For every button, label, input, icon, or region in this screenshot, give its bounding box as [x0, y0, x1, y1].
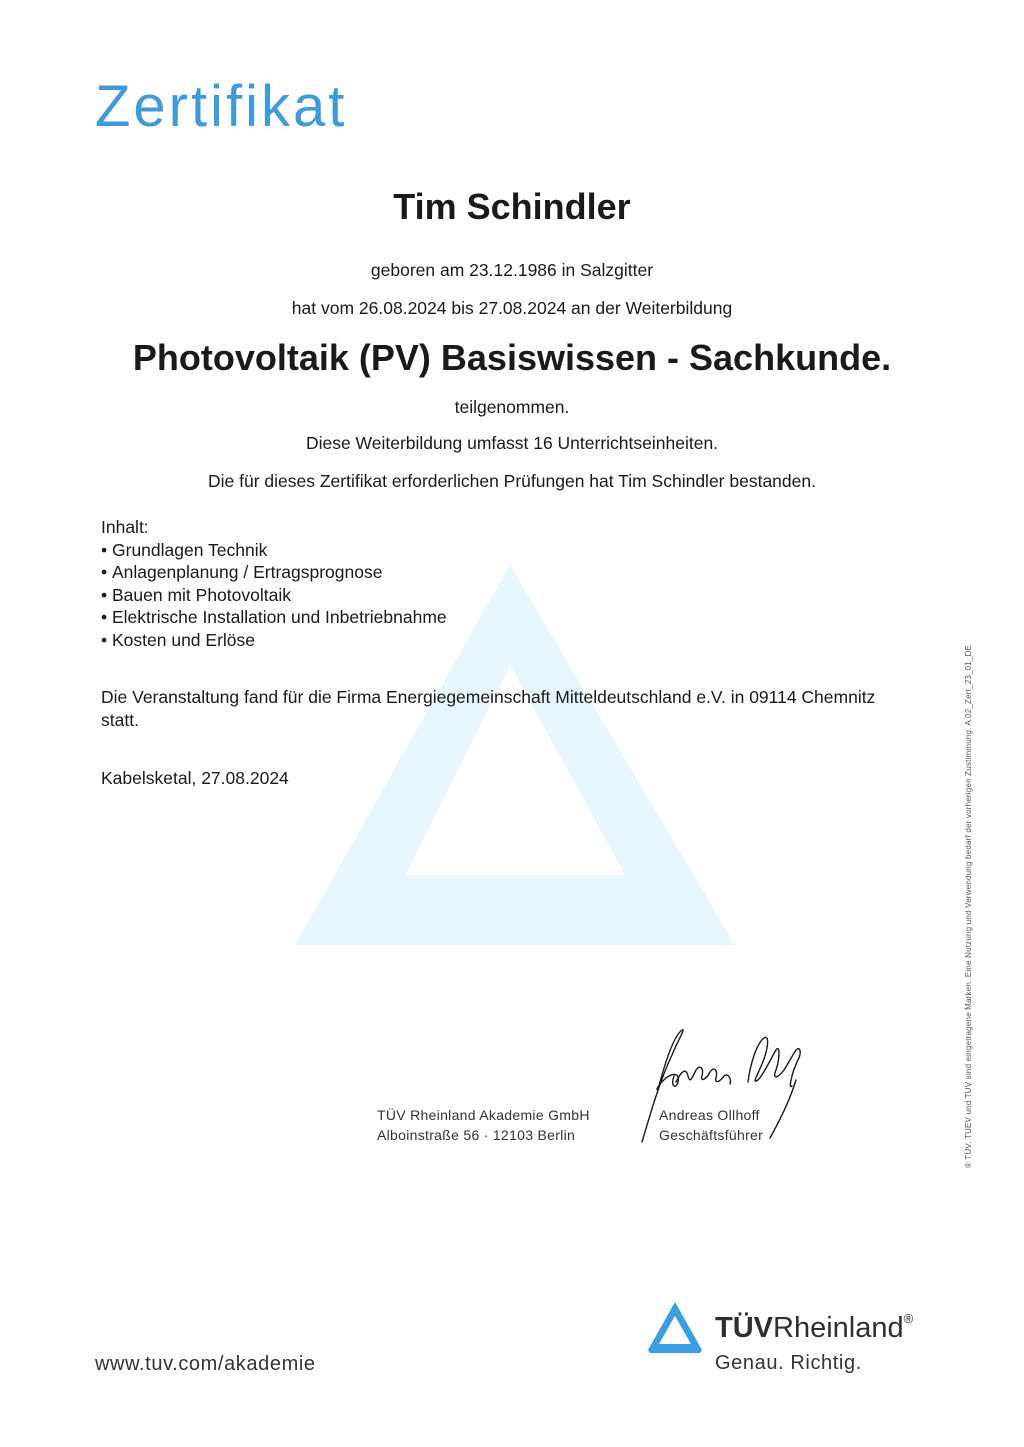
brand-tuv: TÜV: [715, 1312, 773, 1344]
signer-name: Andreas Ollhoff: [659, 1107, 760, 1123]
birth-info: geboren am 23.12.1986 in Salzgitter: [370, 260, 654, 280]
signer-block: [659, 1105, 763, 1145]
course-title: Photovoltaik (PV) Basiswissen - Sachkunde.: [132, 337, 892, 378]
content-item: • Kosten und Erlöse: [101, 629, 447, 652]
event-location: Die Veranstaltung fand für die Firma Energiegemeinschaft Mitteldeutschland e.V. in 09114 Chemnitz statt.: [101, 687, 876, 730]
participated-text: teilgenommen.: [454, 397, 570, 417]
certificate-title: Zertifikat: [95, 74, 348, 139]
teaching-units: Diese Weiterbildung umfasst 16 Unterrichtseinheiten.: [305, 433, 719, 453]
place-and-date: Kabelsketal, 27.08.2024: [101, 768, 289, 788]
tuv-rheinland-logo: [715, 1311, 914, 1344]
exam-passed: Die für dieses Zertifikat erforderlichen Prüfungen hat Tim Schindler bestanden.: [208, 471, 816, 491]
issuer-name: TÜV Rheinland Akademie GmbH: [377, 1107, 590, 1123]
website-url[interactable]: www.tuv.com/akademie: [95, 1353, 316, 1375]
brand-rheinland: Rheinland: [773, 1312, 904, 1344]
content-item: • Elektrische Installation und Inbetriebnahme: [101, 606, 447, 629]
registered-mark: ®: [903, 1311, 914, 1326]
content-heading: Inhalt:: [101, 517, 149, 537]
content-list: [101, 539, 447, 652]
issuer-organization: [377, 1105, 590, 1145]
recipient-name: Tim Schindler: [393, 186, 631, 227]
signer-role: Geschäftsführer: [659, 1127, 764, 1143]
content-item: • Anlagenplanung / Ertragsprognose: [101, 561, 447, 584]
content-item: • Bauen mit Photovoltaik: [101, 584, 447, 607]
trademark-note: ® TÜV, TUEV und TUV sind eingetragene Marken. Eine Nutzung und Verwendung bedarf der vorherigen Zustimmung. A 02_Zert_23_01_DE: [964, 644, 973, 1168]
tuv-triangle-icon: [646, 1300, 704, 1354]
training-period: hat vom 26.08.2024 bis 27.08.2024 an der Weiterbildung: [291, 298, 733, 318]
content-section: [101, 516, 447, 651]
brand-tagline: Genau. Richtig.: [715, 1352, 862, 1374]
issuer-address: Alboinstraße 56 · 12103 Berlin: [377, 1127, 576, 1143]
content-item: • Grundlagen Technik: [101, 539, 447, 562]
